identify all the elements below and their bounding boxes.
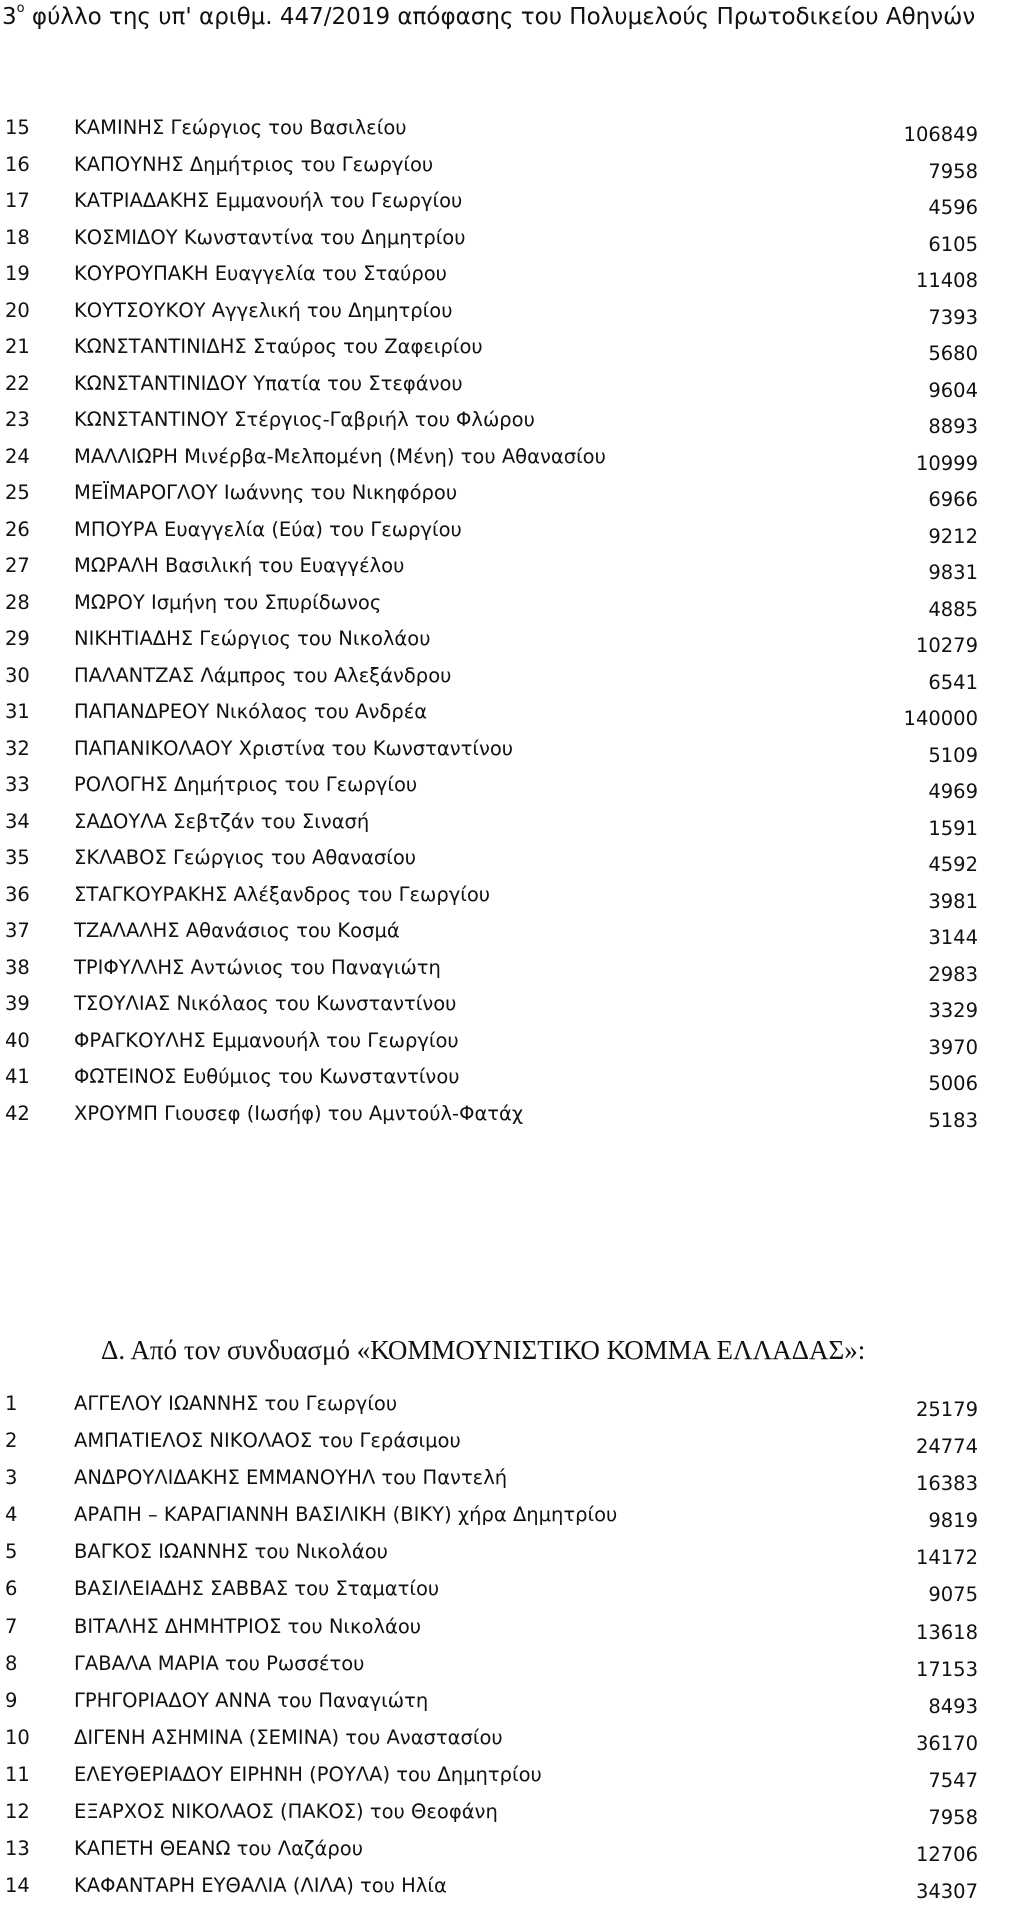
candidate-row — [0, 220, 1024, 257]
candidate-votes: 106849 — [903, 123, 978, 146]
candidate-number: 42 — [5, 1101, 30, 1125]
sheet-number-suffix: ο — [16, 1, 25, 17]
candidate-name: ΕΞΑΡΧΟΣ ΝΙΚΟΛΑΟΣ (ΠΑΚΟΣ) του Θεοφάνη — [74, 1800, 498, 1824]
candidate-number: 41 — [5, 1065, 30, 1088]
candidate-number: 8 — [5, 1651, 18, 1675]
candidate-name: ΤΡΙΦΥΛΛΗΣ Αντώνιος του Παναγιώτη — [74, 955, 441, 979]
candidate-name: ΚΩΝΣΤΑΝΤΙΝΟΥ Στέργιος-Γαβριήλ του Φλώρου — [74, 408, 535, 431]
candidate-number: 22 — [5, 371, 30, 395]
candidate-number: 1 — [5, 1392, 18, 1415]
candidate-votes: 4592 — [928, 853, 978, 876]
candidate-name: ΒΙΤΑΛΗΣ ΔΗΜΗΤΡΙΟΣ του Νικολάου — [74, 1614, 422, 1638]
candidate-number: 32 — [5, 736, 30, 760]
candidate-row — [0, 585, 1024, 622]
candidate-votes: 5109 — [928, 743, 978, 767]
candidate-name: ΤΖΑΛΑΛΗΣ Αθανάσιος του Κοσμά — [74, 919, 400, 942]
candidate-name: ΚΟΥΤΣΟΥΚΟΥ Αγγελική του Δημητρίου — [74, 298, 453, 322]
candidate-votes: 4596 — [928, 196, 978, 219]
candidate-name: ΓΑΒΑΛΑ ΜΑΡΙΑ του Ρωσσέτου — [74, 1651, 365, 1675]
candidate-number: 17 — [5, 189, 30, 212]
candidate-name: ΣΑΔΟΥΛΑ Σεβτζάν του Σινασή — [74, 809, 370, 833]
candidate-name: ΠΑΛΑΝΤΖΑΣ Λάμπρος του Αλεξάνδρου — [74, 663, 452, 687]
candidate-number: 23 — [5, 408, 30, 431]
candidate-row — [0, 1830, 1024, 1867]
candidate-list-section-d — [0, 1385, 1024, 1904]
candidate-row — [0, 694, 1024, 731]
candidate-votes: 140000 — [903, 707, 978, 730]
candidate-number: 25 — [5, 481, 30, 504]
candidate-number: 18 — [5, 225, 30, 249]
candidate-votes: 4969 — [928, 780, 978, 803]
candidate-name: ΚΑΦΑΝΤΑΡΗ ΕΥΘΑΛΙΑ (ΛΙΛΑ) του Ηλία — [74, 1874, 447, 1898]
candidate-row — [0, 512, 1024, 549]
candidate-number: 24 — [5, 444, 30, 468]
candidate-number: 4 — [5, 1503, 18, 1527]
candidate-number: 37 — [5, 919, 30, 942]
candidate-row — [0, 1533, 1024, 1570]
candidate-number: 19 — [5, 262, 30, 285]
candidate-row — [0, 1096, 1024, 1133]
candidate-votes: 34307 — [915, 1880, 978, 1904]
candidate-name: ΤΣΟΥΛΙΑΣ Νικόλαος του Κωνσταντίνου — [74, 992, 457, 1015]
candidate-number: 30 — [5, 663, 30, 687]
candidate-number: 27 — [5, 554, 30, 577]
candidate-name: ΧΡΟΥΜΠ Γιουσεφ (Ιωσήφ) του Αμντούλ-Φατάχ — [74, 1101, 524, 1125]
candidate-votes: 36170 — [915, 1731, 978, 1755]
candidate-name: ΑΓΓΕΛΟΥ ΙΩΑΝΝΗΣ του Γεωργίου — [74, 1392, 398, 1415]
candidate-name: ΚΟΣΜΙΔΟΥ Κωνσταντίνα του Δημητρίου — [74, 225, 466, 249]
candidate-row — [0, 913, 1024, 950]
candidate-name: ΑΜΠΑΤΙΕΛΟΣ ΝΙΚΟΛΑΟΣ του Γεράσιμου — [74, 1429, 461, 1453]
candidate-row — [0, 1608, 1024, 1645]
candidate-row — [0, 1059, 1024, 1096]
candidate-number: 12 — [5, 1800, 30, 1824]
candidate-votes: 10279 — [915, 634, 978, 657]
candidate-votes: 3981 — [928, 889, 978, 913]
candidate-votes: 9831 — [928, 561, 978, 584]
candidate-number: 28 — [5, 590, 30, 614]
candidate-row — [0, 1645, 1024, 1682]
candidate-name: ΒΑΣΙΛΕΙΑΔΗΣ ΣΑΒΒΑΣ του Σταματίου — [74, 1577, 440, 1601]
candidate-number: 39 — [5, 992, 30, 1015]
candidate-name: ΣΚΛΑΒΟΣ Γεώργιος του Αθανασίου — [74, 846, 417, 869]
candidate-number: 16 — [5, 152, 30, 176]
candidate-row — [0, 256, 1024, 293]
candidate-name: ΓΡΗΓΟΡΙΑΔΟΥ ΑΝΝΑ του Παναγιώτη — [74, 1688, 429, 1712]
candidate-row — [0, 366, 1024, 403]
candidate-row — [0, 731, 1024, 768]
candidate-votes: 25179 — [915, 1398, 978, 1421]
candidate-name: ΚΩΝΣΤΑΝΤΙΝΙΔΗΣ Σταύρος του Ζαφειρίου — [74, 335, 483, 358]
candidate-votes: 7547 — [928, 1768, 978, 1792]
candidate-name: ΜΩΡΑΛΗ Βασιλική του Ευαγγέλου — [74, 554, 405, 577]
candidate-number: 15 — [5, 116, 30, 139]
candidate-votes: 9604 — [928, 378, 978, 402]
candidate-number: 21 — [5, 335, 30, 358]
candidate-name: ΑΝΔΡΟΥΛΙΔΑΚΗΣ ΕΜΜΑΝΟΥΗΛ του Παντελή — [74, 1466, 508, 1490]
candidate-name: ΚΩΝΣΤΑΝΤΙΝΙΔΟΥ Υπατία του Στεφάνου — [74, 371, 463, 395]
candidate-list-section-c — [0, 110, 1024, 1132]
candidate-row — [0, 329, 1024, 366]
candidate-row — [0, 293, 1024, 330]
candidate-votes: 6541 — [928, 670, 978, 694]
candidate-number: 9 — [5, 1688, 18, 1712]
candidate-row — [0, 1496, 1024, 1533]
candidate-votes: 5183 — [928, 1108, 978, 1132]
candidate-name: ΚΟΥΡΟΥΠΑΚΗ Ευαγγελία του Σταύρου — [74, 262, 447, 285]
candidate-votes: 8493 — [928, 1694, 978, 1718]
candidate-row — [0, 439, 1024, 476]
candidate-row — [0, 658, 1024, 695]
candidate-name: ΕΛΕΥΘΕΡΙΑΔΟΥ ΕΙΡΗΝΗ (ΡΟΥΛΑ) του Δημητρίου — [74, 1762, 542, 1786]
candidate-number: 7 — [5, 1614, 18, 1638]
candidate-name: ΦΩΤΕΙΝΟΣ Ευθύμιος του Κωνσταντίνου — [74, 1065, 460, 1088]
candidate-number: 36 — [5, 882, 30, 906]
candidate-name: ΚΑΤΡΙΑΔΑΚΗΣ Εμμανουήλ του Γεωργίου — [74, 189, 463, 212]
candidate-number: 10 — [5, 1725, 30, 1749]
candidate-votes: 7393 — [928, 305, 978, 329]
candidate-row — [0, 548, 1024, 585]
candidate-row — [0, 1385, 1024, 1422]
candidate-votes: 3329 — [928, 999, 978, 1022]
candidate-number: 2 — [5, 1429, 18, 1453]
candidate-row — [0, 877, 1024, 914]
candidate-row — [0, 183, 1024, 220]
page-header — [2, 2, 975, 32]
candidate-number: 26 — [5, 517, 30, 541]
candidate-name: ΜΠΟΥΡΑ Ευαγγελία (Εύα) του Γεωργίου — [74, 517, 462, 541]
candidate-name: ΣΤΑΓΚΟΥΡΑΚΗΣ Αλέξανδρος του Γεωργίου — [74, 882, 491, 906]
candidate-number: 20 — [5, 298, 30, 322]
candidate-name: ΚΑΠΕΤΗ ΘΕΑΝΩ του Λαζάρου — [74, 1837, 363, 1861]
candidate-number: 5 — [5, 1540, 18, 1564]
candidate-votes: 17153 — [915, 1657, 978, 1681]
candidate-name: ΜΕΪΜΑΡΟΓΛΟΥ Ιωάννης του Νικηφόρου — [74, 481, 458, 504]
candidate-name: ΠΑΠΑΝΔΡΕΟΥ Νικόλαος του Ανδρέα — [74, 700, 428, 723]
candidate-name: ΚΑΠΟΥΝΗΣ Δημήτριος του Γεωργίου — [74, 152, 434, 176]
candidate-name: ΔΙΓΕΝΗ ΑΣΗΜΙΝΑ (ΣΕΜΙΝΑ) του Αναστασίου — [74, 1725, 503, 1749]
candidate-name: ΚΑΜΙΝΗΣ Γεώργιος του Βασιλείου — [74, 116, 407, 139]
candidate-row — [0, 986, 1024, 1023]
candidate-name: ΠΑΠΑΝΙΚΟΛΑΟΥ Χριστίνα του Κωνσταντίνου — [74, 736, 514, 760]
sheet-number: 3 — [2, 4, 17, 30]
section-heading: Δ. Από τον συνδυασμό «ΚΟΜΜΟΥΝΙΣΤΙΚΟ ΚΟΜΜΑ ΕΛΛΑΔΑΣ»: — [101, 1335, 866, 1365]
header-text: φύλλο της υπ' αριθμ. 447/2019 απόφασης του Πολυμελούς Πρωτοδικείου Αθηνών — [24, 4, 976, 30]
candidate-name: ΜΩΡΟΥ Ισμήνη του Σπυρίδωνος — [74, 590, 382, 614]
candidate-votes: 5006 — [928, 1072, 978, 1095]
candidate-row — [0, 840, 1024, 877]
candidate-votes: 9212 — [928, 524, 978, 548]
candidate-votes: 9075 — [928, 1583, 978, 1607]
candidate-votes: 16383 — [915, 1472, 978, 1496]
candidate-name: ΡΟΛΟΓΗΣ Δημήτριος του Γεωργίου — [74, 773, 418, 796]
candidate-name: ΜΑΛΛΙΩΡΗ Μινέρβα-Μελπομένη (Μένη) του Αθανασίου — [74, 444, 606, 468]
candidate-row — [0, 110, 1024, 147]
candidate-votes: 7958 — [928, 159, 978, 183]
candidate-votes: 2983 — [928, 962, 978, 986]
candidate-votes: 13618 — [915, 1620, 978, 1644]
candidate-votes: 4885 — [928, 597, 978, 621]
candidate-votes: 24774 — [915, 1435, 978, 1459]
candidate-number: 40 — [5, 1028, 30, 1052]
candidate-number: 31 — [5, 700, 30, 723]
candidate-name: ΑΡΑΠΗ – ΚΑΡΑΓΙΑΝΝΗ ΒΑΣΙΛΙΚΗ (ΒΙΚΥ) χήρα Δημητρίου — [74, 1503, 618, 1527]
candidate-row — [0, 147, 1024, 184]
candidate-row — [0, 1756, 1024, 1793]
candidate-votes: 12706 — [915, 1843, 978, 1867]
candidate-votes: 6105 — [928, 232, 978, 256]
candidate-number: 29 — [5, 627, 30, 650]
candidate-votes: 3970 — [928, 1035, 978, 1059]
candidate-name: ΦΡΑΓΚΟΥΛΗΣ Εμμανουήλ του Γεωργίου — [74, 1028, 459, 1052]
candidate-row — [0, 475, 1024, 512]
candidate-row — [0, 767, 1024, 804]
candidate-row — [0, 1682, 1024, 1719]
candidate-row — [0, 950, 1024, 987]
candidate-row — [0, 804, 1024, 841]
candidate-row — [0, 621, 1024, 658]
candidate-number: 3 — [5, 1466, 18, 1490]
candidate-number: 38 — [5, 955, 30, 979]
candidate-votes: 5680 — [928, 342, 978, 365]
candidate-votes: 6966 — [928, 488, 978, 511]
candidate-number: 13 — [5, 1837, 30, 1861]
candidate-row — [0, 402, 1024, 439]
candidate-number: 35 — [5, 846, 30, 869]
candidate-number: 14 — [5, 1874, 30, 1898]
candidate-number: 6 — [5, 1577, 18, 1601]
candidate-votes: 10999 — [915, 451, 978, 475]
candidate-row — [0, 1422, 1024, 1459]
candidate-number: 34 — [5, 809, 30, 833]
candidate-row — [0, 1793, 1024, 1830]
candidate-row — [0, 1023, 1024, 1060]
candidate-votes: 14172 — [915, 1546, 978, 1570]
candidate-votes: 9819 — [928, 1509, 978, 1533]
candidate-row — [0, 1570, 1024, 1607]
candidate-number: 33 — [5, 773, 30, 796]
candidate-row — [0, 1867, 1024, 1904]
candidate-number: 11 — [5, 1762, 30, 1786]
candidate-votes: 3144 — [928, 926, 978, 949]
candidate-row — [0, 1719, 1024, 1756]
candidate-votes: 11408 — [915, 269, 978, 292]
candidate-name: ΝΙΚΗΤΙΑΔΗΣ Γεώργιος του Νικολάου — [74, 627, 431, 650]
candidate-votes: 7958 — [928, 1806, 978, 1830]
candidate-name: ΒΑΓΚΟΣ ΙΩΑΝΝΗΣ του Νικολάου — [74, 1540, 388, 1564]
candidate-row — [0, 1459, 1024, 1496]
candidate-votes: 8893 — [928, 415, 978, 438]
candidate-votes: 1591 — [928, 816, 978, 840]
